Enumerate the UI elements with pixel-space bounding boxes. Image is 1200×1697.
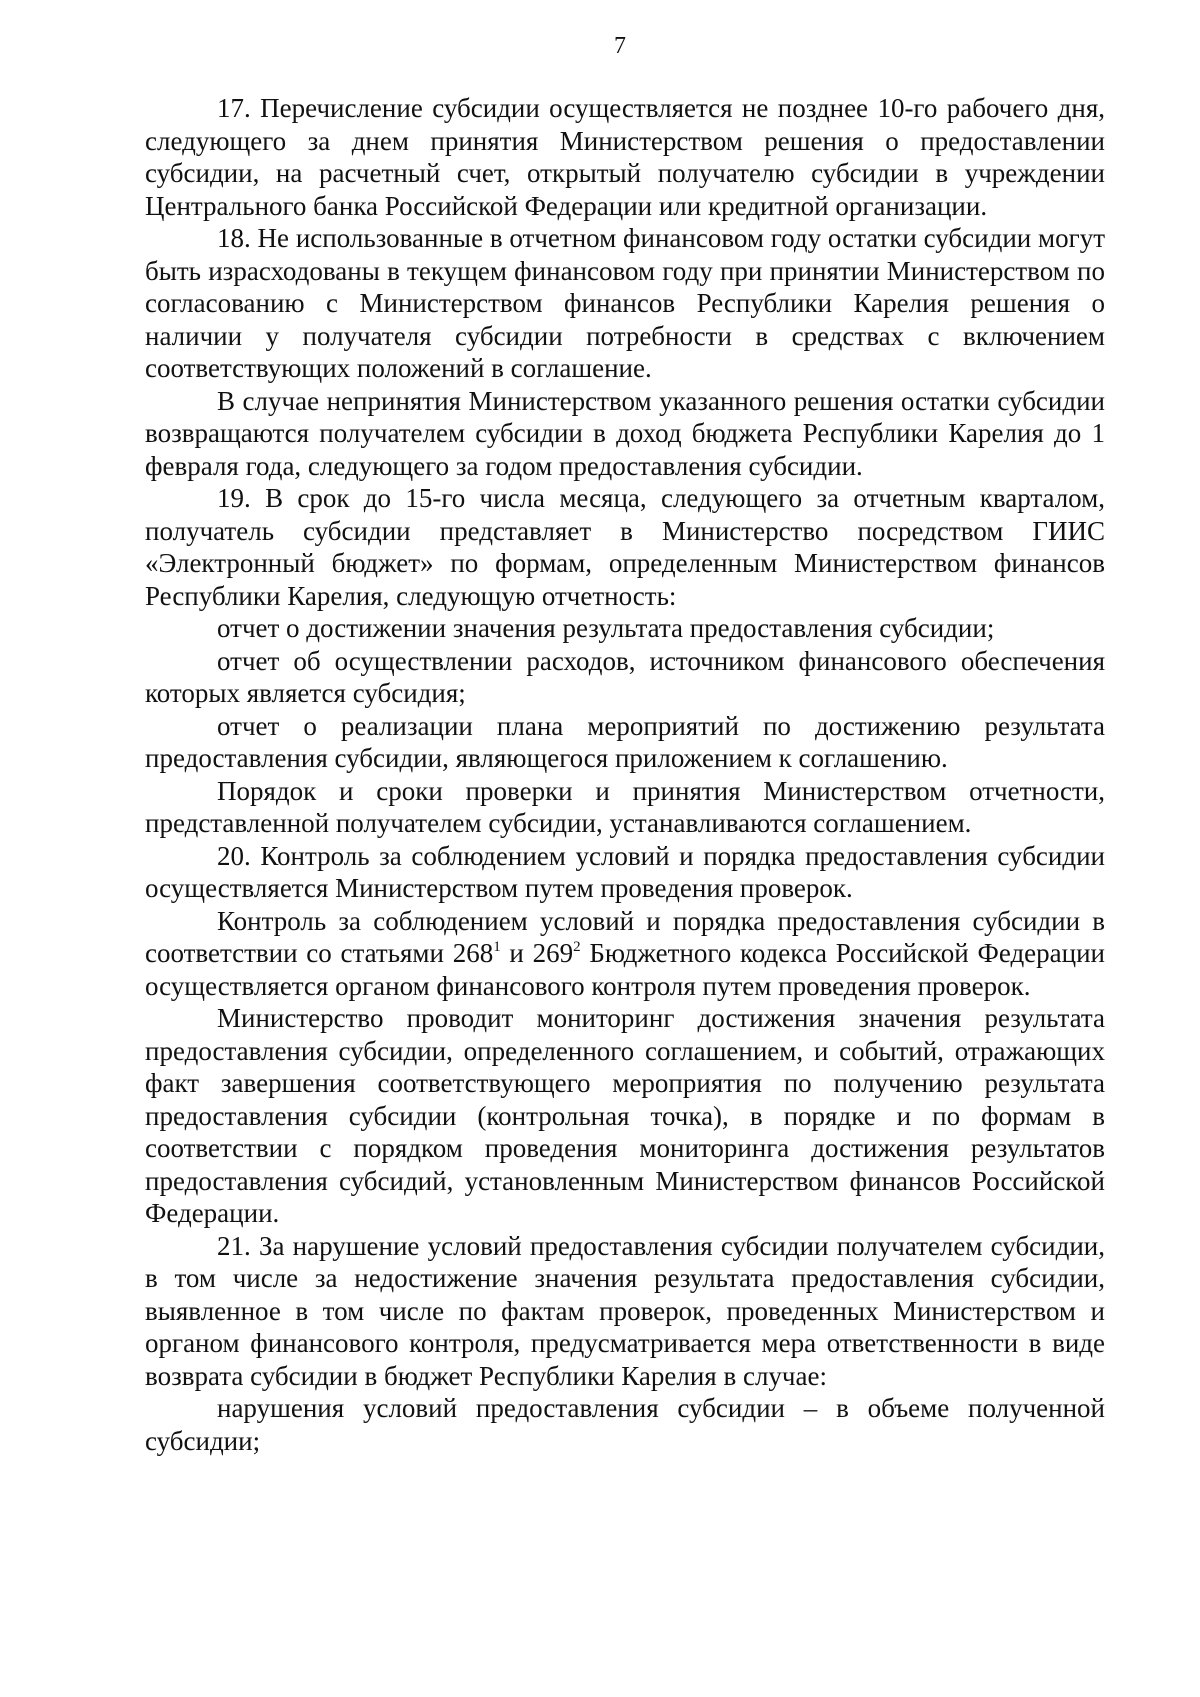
- superscript-2: 2: [573, 939, 581, 955]
- paragraph-19: 19. В срок до 15-го числа месяца, следующего за отчетным кварталом, получатель субсидии представляет в Министерство посредством ГИИС «Электронный бюджет» по формам, определенным Министерством финансов Республики Карелия, следующую отчетность:: [145, 483, 1105, 611]
- paragraph-20-financial-control: [145, 905, 1105, 1003]
- report-item-expenses: отчет об осуществлении расходов, источником финансового обеспечения которых является субсидия;: [145, 645, 1105, 708]
- paragraph-19-review-procedure: Порядок и сроки проверки и принятия Министерством отчетности, представленной получателем субсидии, устанавливаются соглашением.: [145, 775, 1105, 838]
- paragraph-20-monitoring: Министерство проводит мониторинг достижения значения результата предоставления субсидии, определенного соглашением, и событий, отражающих факт завершения соответствующего мероприятия по получению результата предоставления субсидии (контрольная точка), в порядке и по формам в соответствии с порядком проведения мониторинга достижения результатов предоставления субсидий, установленным Министерством финансов Российской Федерации.: [145, 1003, 1105, 1228]
- control-text-middle: и 269: [500, 938, 574, 968]
- document-body: [145, 92, 1105, 1457]
- paragraph-18: 18. Не использованные в отчетном финансовом году остатки субсидии могут быть израсходованы в текущем финансовом году при принятии Министерством по согласованию с Министерством финансов Республики Карелия решения о наличии у получателя субсидии потребности в средствах с включением соответствующих положений в соглашение.: [145, 223, 1105, 383]
- report-item-plan: отчет о реализации плана мероприятий по достижению результата предоставления субсидии, являющегося приложением к соглашению.: [145, 710, 1105, 773]
- paragraph-18-unused-balance: В случае непринятия Министерством указанного решения остатки субсидии возвращаются получателем субсидии в доход бюджета Республики Карелия до 1 февраля года, следующего за годом предоставления субсидии.: [145, 385, 1105, 481]
- paragraph-17: 17. Перечисление субсидии осуществляется не позднее 10-го рабочего дня, следующего за днем принятия Министерством решения о предоставлении субсидии, на расчетный счет, открытый получателю субсидии в учреждении Центрального банка Российской Федерации или кредитной организации.: [145, 93, 1105, 221]
- control-text-before: Контроль за соблюдением условий и порядка предоставления субсидии в соответствии со статьями 268: [145, 905, 1105, 968]
- paragraph-20: 20. Контроль за соблюдением условий и порядка предоставления субсидии осуществляется Министерством путем проведения проверок.: [145, 840, 1105, 903]
- paragraph-21-violation: нарушения условий предоставления субсидии – в объеме полученной субсидии;: [145, 1393, 1105, 1456]
- superscript-1: 1: [493, 939, 501, 955]
- report-item-result: отчет о достижении значения результата предоставления субсидии;: [217, 613, 995, 643]
- paragraph-21: 21. За нарушение условий предоставления субсидии получателем субсидии, в том числе за недостижение значения результата предоставления субсидии, выявленное в том числе по фактам проверок, проведенных Министерством и органом финансового контроля, предусматривается мера ответственности в виде возврата субсидии в бюджет Республики Карелия в случае:: [145, 1230, 1105, 1391]
- control-text-after: Бюджетного кодекса Российской Федерации осуществляется органом финансового контроля путем проведения проверок.: [145, 938, 1105, 1001]
- page-number: 7: [614, 33, 626, 59]
